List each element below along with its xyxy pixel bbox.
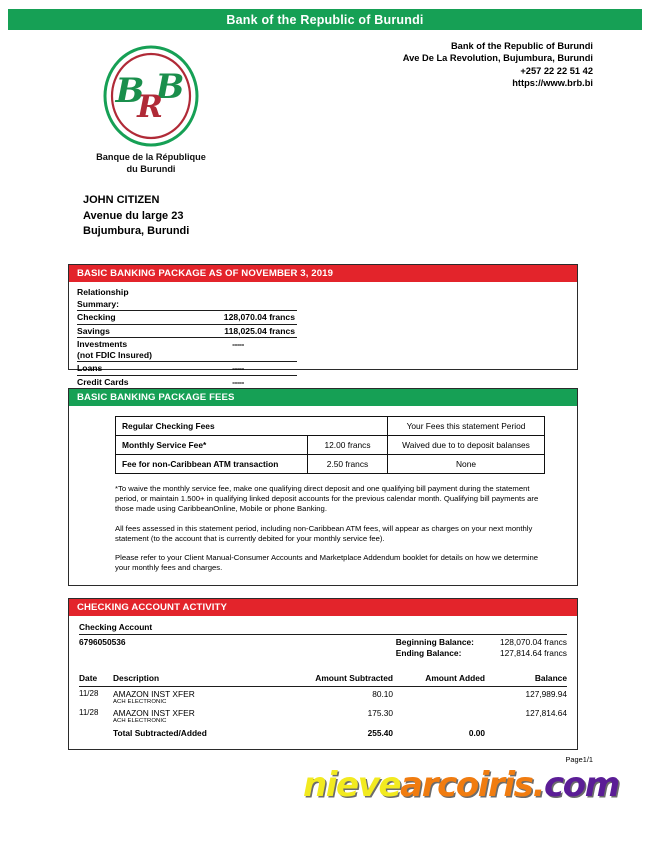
- transactions-total-row: [79, 726, 567, 738]
- bank-title: Bank of the Republic of Burundi: [226, 12, 424, 27]
- summary-row-savings: [77, 324, 297, 338]
- total-amount-added: 0.00: [468, 727, 485, 738]
- fees-footnote-1: *To waive the monthly service fee, make one qualifying direct deposit and one qualifying bill payment during the statement period, or maintain 1.500+ in qualifying linked deposit accounts for the previous calendar month. Qualifying bill payments are those made using CaribbeanOnline, Mobile or phone Banking.: [115, 484, 539, 514]
- fee-note-atm: None: [388, 455, 545, 474]
- total-balance: [485, 726, 567, 738]
- fees-row-monthly-service: [116, 436, 545, 455]
- summary-row-loans: [77, 362, 297, 376]
- activity-balance-box: [396, 637, 567, 659]
- transaction-date: 11/28: [79, 688, 99, 698]
- svg-text:B: B: [155, 67, 185, 107]
- fees-table: [115, 416, 545, 474]
- fees-footnote-3: Please refer to your Client Manual-Consumer Accounts and Marketplace Addendum booklet for details on how we determine your monthly fees and charges.: [115, 553, 539, 573]
- customer-name: JOHN CITIZEN: [83, 194, 160, 206]
- bank-contact-block: [403, 40, 593, 90]
- fees-table-header-row: [116, 417, 545, 436]
- activity-balance-values: [500, 637, 567, 659]
- bank-contact-website[interactable]: https://www.brb.bi: [512, 78, 593, 89]
- summary-label-investments-line1: Investments: [77, 339, 128, 349]
- total-label: Total Subtracted/Added: [113, 727, 207, 738]
- summary-value-savings: 118,025.04 francs: [197, 324, 297, 338]
- transaction-amount-subtracted: 80.10: [372, 688, 393, 699]
- beginning-balance-value: 128,070.04 francs: [499, 637, 567, 647]
- summary-subtitle-row: [77, 286, 297, 298]
- column-header-amount-added: Amount Added: [425, 673, 485, 684]
- fees-footnote-2: All fees assessed in this statement period, including non-Caribbean ATM fees, will appear as charges on your next monthly statement (to the account that is currently debited for your monthly service fee).: [115, 523, 533, 543]
- logo-caption-line1: Banque de la République: [96, 152, 206, 162]
- relationship-summary-section: [68, 264, 578, 387]
- transaction-sub-description: ACH ELECTRONIC: [113, 718, 167, 725]
- logo-caption-line2: du Burundi: [126, 164, 176, 174]
- transaction-description-cell: [113, 686, 297, 706]
- summary-label-savings: Savings: [77, 324, 197, 338]
- summary-subtitle-line1: Relationship: [77, 287, 129, 297]
- page-number: Page1/1: [565, 755, 593, 764]
- svg-text:R: R: [137, 89, 163, 125]
- beginning-balance-label: Beginning Balance:: [395, 637, 474, 647]
- watermark-part-3: com: [544, 765, 619, 805]
- summary-value-credit-cards: -----: [197, 375, 297, 389]
- watermark-part-1: nieve: [303, 765, 401, 805]
- summary-body: [69, 282, 577, 389]
- bank-contact-address: Ave De La Revolution, Bujumbura, Burundi: [402, 53, 593, 64]
- svg-text:B: B: [115, 71, 145, 111]
- transaction-description: AMAZON INST XFER: [113, 688, 195, 699]
- bank-contact-phone: +257 22 22 51 42: [520, 65, 593, 76]
- activity-account-row: [79, 635, 567, 659]
- activity-account-number: 6796050536: [79, 637, 126, 647]
- table-row: [79, 706, 567, 726]
- customer-address-block: [83, 193, 189, 240]
- checking-account-activity-section: [68, 598, 578, 750]
- transaction-date: 11/28: [79, 708, 99, 718]
- transactions-table: [79, 673, 567, 738]
- transactions-header-row: [79, 673, 567, 684]
- summary-label-checking: Checking: [77, 311, 197, 325]
- ending-balance-label: Ending Balance:: [395, 648, 462, 659]
- activity-section-heading: CHECKING ACCOUNT ACTIVITY: [69, 599, 577, 616]
- transaction-amount-added: [393, 686, 485, 706]
- bank-contact-name: Bank of the Republic of Burundi: [450, 41, 593, 51]
- transaction-description-cell: [113, 706, 297, 726]
- transaction-balance: 127,814.64: [525, 708, 567, 719]
- column-header-description: Description: [113, 673, 160, 684]
- summary-value-loans: -----: [197, 362, 297, 376]
- activity-balance-labels: [396, 637, 474, 659]
- summary-label-credit-cards: Credit Cards: [77, 375, 197, 389]
- fee-amount-atm: 2.50 francs: [308, 455, 388, 474]
- summary-row-investments: [77, 338, 297, 362]
- ending-balance-value: 127,814.64 francs: [499, 648, 567, 659]
- watermark: [303, 765, 619, 805]
- summary-row-credit-cards: [77, 375, 297, 389]
- fee-name-monthly-service: Monthly Service Fee*: [116, 436, 308, 455]
- brb-logo-icon: [99, 44, 203, 148]
- summary-value-investments: -----: [197, 338, 297, 362]
- summary-value-checking: 128,070.04 francs: [197, 311, 297, 325]
- watermark-part-2: arcoiris.: [400, 765, 545, 805]
- summary-label-investments: [77, 338, 197, 362]
- relationship-summary-table: [77, 286, 297, 389]
- transaction-amount-subtracted: 175.30: [367, 708, 393, 719]
- summary-row-checking: [77, 311, 297, 325]
- bank-logo: [88, 44, 214, 175]
- customer-address-line1: Avenue du large 23: [83, 209, 184, 222]
- banking-package-fees-section: [68, 388, 578, 586]
- page-header-banner: [8, 9, 642, 30]
- transaction-amount-added: [393, 706, 485, 726]
- fees-header-note: Your Fees this statement Period: [388, 417, 545, 436]
- summary-label-loans: Loans: [77, 362, 197, 376]
- logo-caption: [88, 151, 214, 175]
- summary-subtitle-row2: [77, 298, 297, 311]
- summary-subtitle-line2: Summary:: [77, 298, 197, 311]
- fees-section-heading: BASIC BANKING PACKAGE FEES: [69, 389, 577, 406]
- summary-label-investments-line2: (not FDIC Insured): [77, 349, 152, 360]
- fees-body: [69, 406, 577, 581]
- table-row: [79, 686, 567, 706]
- column-header-balance: Balance: [534, 673, 567, 684]
- fees-header-name: Regular Checking Fees: [116, 417, 388, 436]
- fee-note-monthly-service: Waived due to to deposit balanses: [388, 436, 545, 455]
- transaction-sub-description: ACH ELECTRONIC: [113, 698, 167, 705]
- fee-name-atm: Fee for non-Caribbean ATM transaction: [116, 455, 308, 474]
- customer-address-line2: Bujumbura, Burundi: [83, 225, 190, 237]
- column-header-amount-subtracted: Amount Subtracted: [315, 673, 393, 684]
- activity-account-label: Checking Account: [79, 622, 567, 635]
- total-amount-subtracted: 255.40: [367, 727, 393, 738]
- fees-row-atm: [116, 455, 545, 474]
- activity-body: [69, 616, 577, 738]
- transaction-balance: 127,989.94: [525, 688, 567, 699]
- fee-amount-monthly-service: 12.00 francs: [308, 436, 388, 455]
- column-header-date: Date: [79, 673, 98, 684]
- summary-section-heading: BASIC BANKING PACKAGE AS OF NOVEMBER 3, 2019: [69, 265, 577, 282]
- transaction-description: AMAZON INST XFER: [113, 708, 195, 719]
